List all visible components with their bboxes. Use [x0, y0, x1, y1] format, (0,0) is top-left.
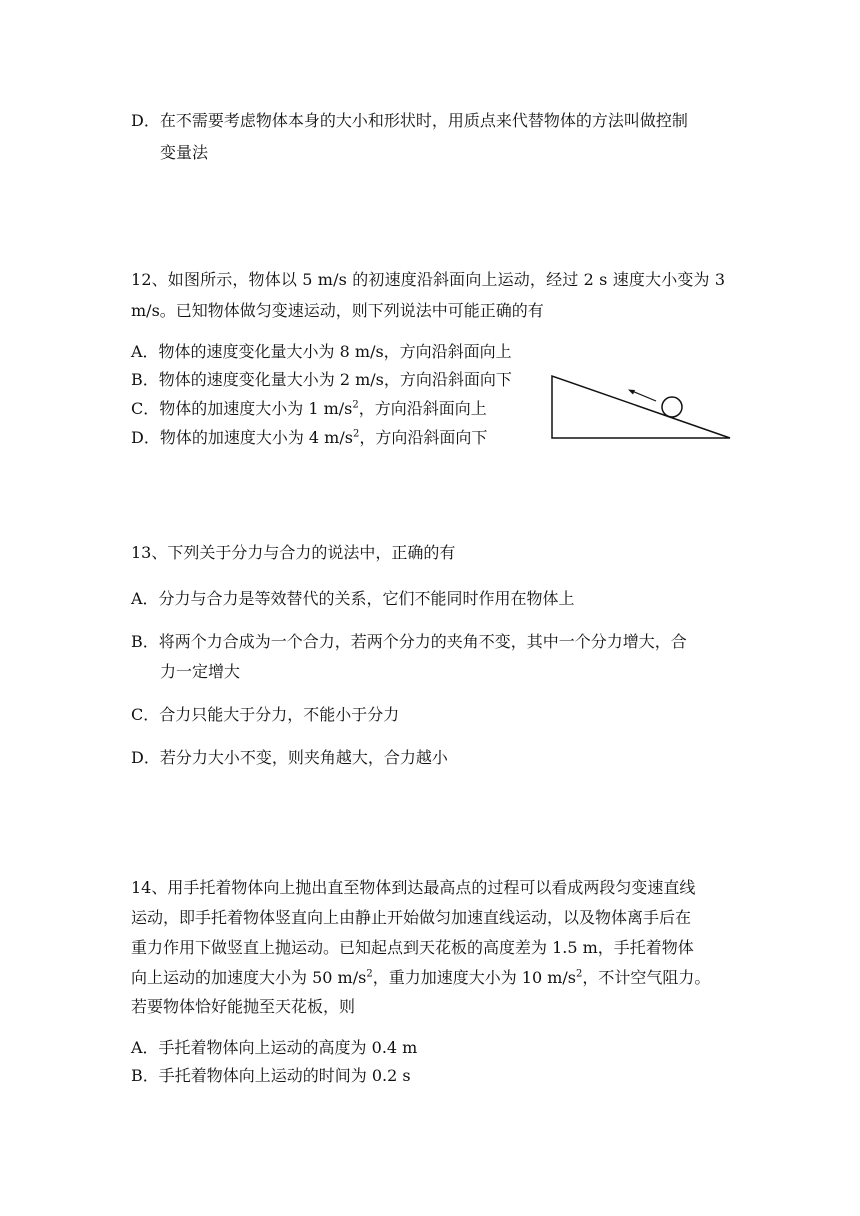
q11-option-d-text: 在不需要考虑物体本身的大小和形状时，用质点来代替物体的方法叫做控制	[159, 111, 688, 130]
incline-diagram	[548, 370, 734, 442]
q12-option-c-text: C．物体的加速度大小为 1 m/s	[131, 399, 353, 418]
q14-stem-line4-part3: ，不计空气阻力。	[582, 968, 711, 987]
q12-option-a: A．物体的速度变化量大小为 8 m/s，方向沿斜面向上	[131, 342, 512, 361]
q12-stem-line2: m/s。已知物体做匀变速运动，则下列说法中可能正确的有	[131, 301, 544, 320]
q12-option-c	[131, 399, 487, 419]
q14-stem-line1: 14、用手托着物体向上抛出直至物体到达最高点的过程可以看成两段匀变速直线	[131, 878, 696, 897]
q12-option-d-tail: ，方向沿斜面向下	[359, 428, 488, 447]
incline-triangle	[552, 376, 730, 438]
q12-option-c-tail: ，方向沿斜面向上	[358, 399, 487, 418]
q11-option-d	[131, 111, 688, 131]
q13-option-d: D．若分力大小不变，则夹角越大，合力越小	[131, 748, 448, 767]
q14-option-a: A．手托着物体向上运动的高度为 0.4 m	[131, 1038, 418, 1057]
superscript: 2	[366, 968, 373, 980]
motion-arrow-shaft	[632, 391, 656, 401]
q14-stem-line2: 运动，即手托着物体竖直向上由静止开始做匀加速直线运动，以及物体离手后在	[131, 908, 692, 927]
q13-option-b-continued: 力一定增大	[160, 662, 241, 681]
superscript: 2	[576, 968, 583, 980]
q13-option-b: B．将两个力合成为一个合力，若两个分力的夹角不变，其中一个分力增大，合	[131, 632, 687, 651]
q13-option-a: A．分力与合力是等效替代的关系，它们不能同时作用在物体上	[131, 589, 575, 608]
q14-option-b: B．手托着物体向上运动的时间为 0.2 s	[131, 1066, 411, 1085]
q13-option-c: C．合力只能大于分力，不能小于分力	[131, 705, 400, 724]
q11-option-d-label: D．	[131, 111, 160, 130]
q14-stem-line3: 重力作用下做竖直上抛运动。已知起点到天花板的高度差为 1.5 m，手托着物体	[131, 938, 694, 957]
q11-option-d-continued: 变量法	[160, 143, 209, 162]
q14-stem-line4-part2: ，重力加速度大小为 10 m/s	[372, 968, 576, 987]
superscript: 2	[352, 428, 360, 440]
superscript: 2	[352, 399, 359, 411]
q12-option-d	[131, 428, 487, 448]
q13-stem: 13、下列关于分力与合力的说法中，正确的有	[131, 543, 456, 562]
q14-stem-line5: 若要物体恰好能抛至天花板，则	[131, 997, 356, 1016]
motion-arrow-head	[628, 390, 635, 395]
q12-option-d-text: D．物体的加速度大小为 4 m/s	[131, 428, 353, 447]
q14-stem-line4-part1: 向上运动的加速度大小为 50 m/s	[131, 968, 367, 987]
q14-stem-line4	[131, 968, 710, 988]
q12-stem-line1: 12、如图所示，物体以 5 m/s 的初速度沿斜面向上运动，经过 2 s 速度大小变为 3	[131, 270, 726, 289]
q12-option-b: B．物体的速度变化量大小为 2 m/s，方向沿斜面向下	[131, 370, 512, 389]
ball	[662, 397, 682, 417]
